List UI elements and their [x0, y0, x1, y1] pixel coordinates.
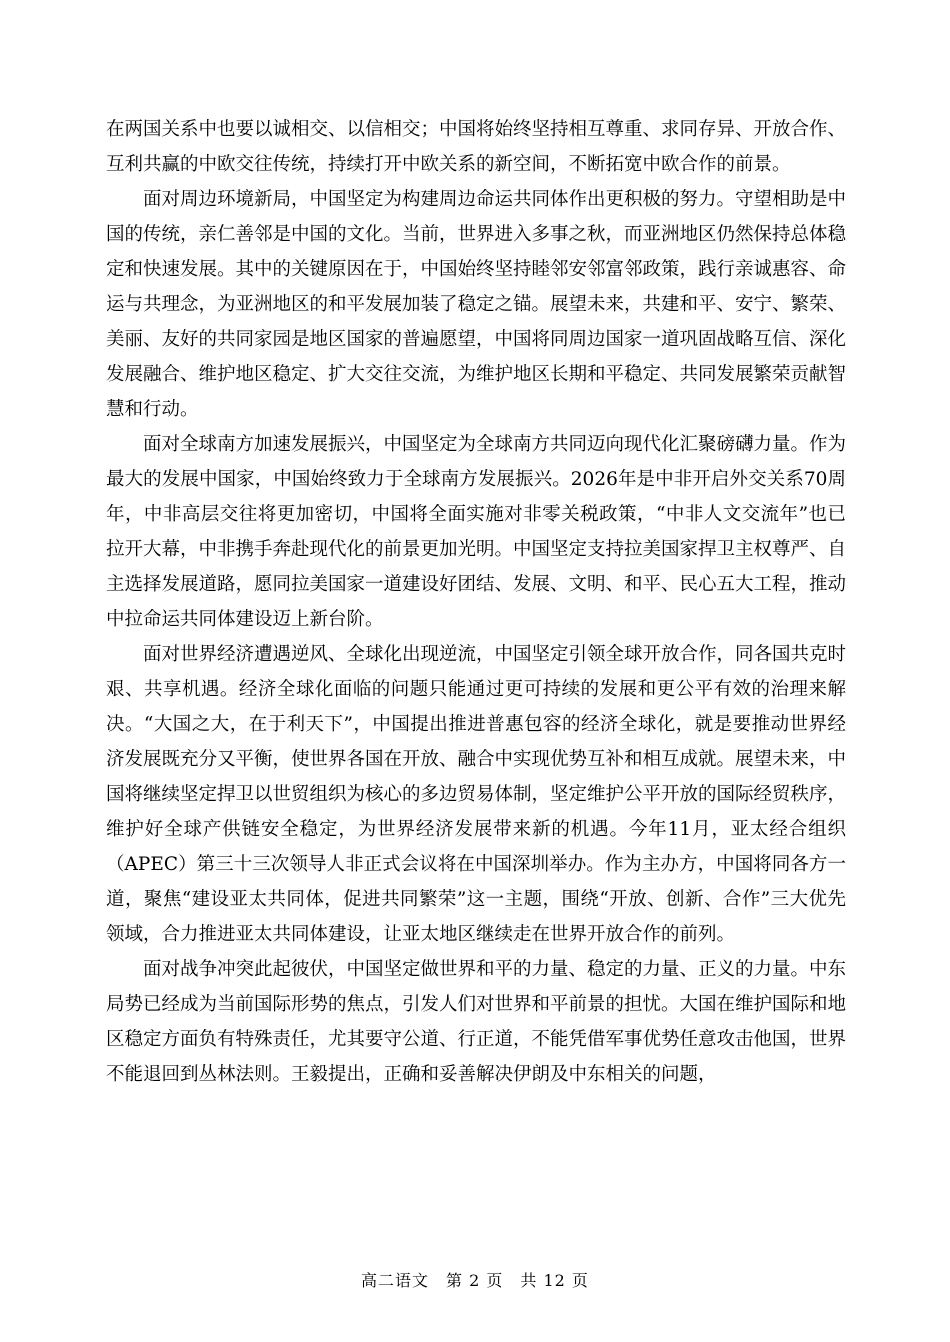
paragraph-5: 面对战争冲突此起彼伏，中国坚定做世界和平的力量、稳定的力量、正义的力量。中东局势已经成为当前国际形势的焦点，引发人们对世界和平前景的担忧。大国在维护国际和地区稳定方面负有特殊责任，尤其要守公道、行正道，不能凭借军事优势任意攻击他国，世界不能退回到丛林法则。王毅提出，正确和妥善解决伊朗及中东相关的问题， [106, 959, 847, 1085]
page-footer: 高二语文 第 2 页 共 12 页 [361, 1271, 589, 1290]
paragraph-2: 面对周边环境新局，中国坚定为构建周边命运共同体作出更积极的努力。守望相助是中国的传统，亲仁善邻是中国的文化。当前，世界进入多事之秋，而亚洲地区仍然保持总体稳定和快速发展。其中的关键原因在于，中国始终坚持睦邻安邻富邻政策，践行亲诚惠容、命运与共理念，为亚洲地区的和平发展加装了稳定之锚。展望未来，共建和平、安宁、繁荣、美丽、友好的共同家园是地区国家的普遍愿望，中国将同周边国家一道巩固战略互信、深化发展融合、维护地区稳定、扩大交往交流，为维护地区长期和平稳定、共同发展繁荣贡献智慧和行动。 [106, 189, 847, 420]
paragraph-4: 面对世界经济遭遇逆风、全球化出现逆流，中国坚定引领全球开放合作，同各国共克时艰、共享机遇。经济全球化面临的问题只能通过更可持续的发展和更公平有效的治理来解决。“大国之大，在于利天下”，中国提出推进普惠包容的经济全球化，就是要推动世界经济发展既充分又平衡，使世界各国在开放、融合中实现优势互补和相互成就。展望未来，中国将继续坚定捍卫以世贸组织为核心的多边贸易体制，坚定维护公平开放的国际经贸秩序，维护好全球产供链安全稳定，为世界经济发展带来新的机遇。今年11月，亚太经合组织（APEC）第三十三次领导人非正式会议将在中国深圳举办。作为主办方，中国将同各方一道，聚焦“建设亚太共同体，促进共同繁荣”这一主题，围绕“开放、创新、合作”三大优先领域，合力推进亚太共同体建设，让亚太地区继续走在世界开放合作的前列。 [106, 644, 847, 945]
paragraph-3: 面对全球南方加速发展振兴，中国坚定为全球南方共同迈向现代化汇聚磅礴力量。作为最大的发展中国家，中国始终致力于全球南方发展振兴。2026年是中非开启外交关系70周年，中非高层交往将更加密切，中国将全面实施对非零关税政策，“中非人文交流年”也已拉开大幕，中非携手奔赴现代化的前景更加光明。中国坚定支持拉美国家捍卫主权尊严、自主选择发展道路，愿同拉美国家一道建设好团结、发展、文明、和平、民心五大工程，推动中拉命运共同体建设迈上新台阶。 [106, 434, 847, 630]
paragraph-1-continued: 在两国关系中也要以诚相交、以信相交；中国将始终坚持相互尊重、求同存异、开放合作、互利共赢的中欧交往传统，持续打开中欧关系的新空间，不断拓宽中欧合作的前景。 [106, 119, 847, 175]
article-body [106, 112, 846, 1092]
